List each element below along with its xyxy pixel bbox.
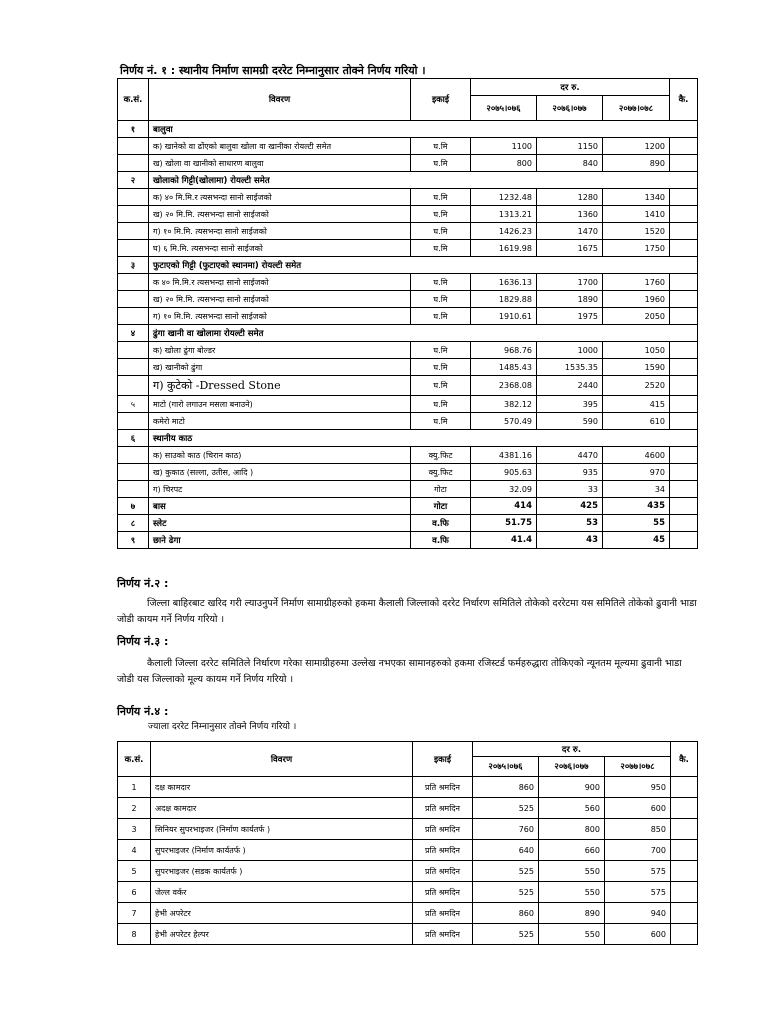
row-unit: घ.मि: [411, 359, 471, 376]
row-desc: सुपरभाइजर (निर्माण कार्यतर्फ ): [151, 840, 413, 861]
row-desc: दक्ष कामदार: [151, 777, 413, 798]
row-unit: प्रति श्रमदिन: [413, 882, 473, 903]
row-note: [670, 308, 698, 325]
row-desc: ख) कुकाठ (सल्ला, उतीस, आदि ): [149, 464, 411, 481]
header-year-3: २०७७।०७८: [605, 757, 671, 777]
row-unit: क्यु.फिट: [411, 464, 471, 481]
wage-rate-table: [117, 741, 698, 945]
row-unit: घ.मि: [411, 206, 471, 223]
row-value-3: 2050: [603, 308, 670, 325]
decision1-title: निर्णय नं. १ : स्थानीय निर्माण सामग्री दररेट निम्नानुसार तोक्ने निर्णय गरियो ।: [120, 64, 426, 77]
table-header-row: [118, 742, 698, 757]
row-value-2: 425: [537, 498, 603, 515]
row-value-1: 860: [473, 903, 539, 924]
section-title: ढुंगा खानी वा खोलामा रोयल्टी समेत: [149, 325, 698, 342]
table-row: [118, 498, 698, 515]
row-value-2: 935: [537, 464, 603, 481]
row-value-1: 1313.21: [471, 206, 537, 223]
row-value-1: 1829.88: [471, 291, 537, 308]
row-sn: [118, 359, 149, 376]
row-sn: [118, 223, 149, 240]
row-unit: प्रति श्रमदिन: [413, 861, 473, 882]
table-row: [118, 840, 698, 861]
header-year-1: २०७५।०७६: [471, 96, 537, 121]
row-desc: ख) खानीको ढुंगा: [149, 359, 411, 376]
row-sn: 4: [118, 840, 151, 861]
decision3-title: निर्णय नं.३ :: [117, 635, 169, 648]
row-value-2: 1360: [537, 206, 603, 223]
decision2-text: जिल्ला बाहिरबाट खरिद गरी ल्याउनुपर्ने निर्माण सामाग्रीहरुको हकमा कैलाली जिल्लाको दररेट निर्धारण समितिले तोकेको दररेटमा यस समितिले तोकेको ढुवानी भाडा जोडी कायम गर्ने निर्णय गरियो ।: [117, 598, 697, 625]
header-year-2: २०७६।०७७: [539, 757, 605, 777]
row-value-3: 34: [603, 481, 670, 498]
row-note: [670, 413, 698, 430]
table-row: [118, 819, 698, 840]
row-note: [671, 819, 698, 840]
row-sn: [118, 189, 149, 206]
decision3-text: कैलाली जिल्ला दररेट समितिले निर्धारण गरेका सामाग्रीहरुमा उल्लेख नभएका सामानहरुको हकमा रजिस्टर्ड फर्महरुद्धारा तोकिएको न्यूनतम मूल्यमा ढुवानी भाडा जोडी यस जिल्लाको मूल्य कायम गर्ने निर्णय गरियो ।: [117, 658, 682, 685]
row-value-3: 1590: [603, 359, 670, 376]
row-note: [671, 924, 698, 945]
row-note: [670, 223, 698, 240]
row-unit: घ.मि: [411, 413, 471, 430]
row-value-3: 575: [605, 861, 671, 882]
row-unit: घ.मि: [411, 240, 471, 257]
row-value-3: 55: [603, 515, 670, 532]
row-unit: घ.मि: [411, 223, 471, 240]
decision4-title: निर्णय नं.४ :: [117, 705, 169, 718]
row-value-2: 1150: [537, 138, 603, 155]
row-unit: घ.मि: [411, 376, 471, 396]
row-value-2: 800: [539, 819, 605, 840]
header-rate: दर रु.: [471, 79, 670, 96]
row-note: [670, 342, 698, 359]
row-note: [670, 481, 698, 498]
row-desc: क) ४० मि.मि.र त्यसभन्दा सानो साईजको: [149, 189, 411, 206]
section-title: फुटाएको गिट्टी (फुटाएको स्थानमा) रोयल्टी समेत: [149, 257, 698, 274]
table-row: [118, 532, 698, 549]
row-unit: घ.मि: [411, 274, 471, 291]
row-value-1: 32.09: [471, 481, 537, 498]
table-row: [118, 447, 698, 464]
row-sn: [118, 447, 149, 464]
row-value-1: 41.4: [471, 532, 537, 549]
table-row: [118, 240, 698, 257]
header-unit: इकाई: [413, 742, 473, 777]
row-value-1: 414: [471, 498, 537, 515]
row-unit: प्रति श्रमदिन: [413, 924, 473, 945]
row-sn: [118, 342, 149, 359]
row-sn: ९: [118, 532, 149, 549]
row-sn: 6: [118, 882, 151, 903]
row-desc: क ४० मि.मि.र त्यसभन्दा सानो साईजको: [149, 274, 411, 291]
decision2-title: निर्णय नं.२ :: [117, 577, 169, 590]
header-year-1: २०७५।०७६: [473, 757, 539, 777]
row-value-3: 890: [603, 155, 670, 172]
table-row: [118, 359, 698, 376]
row-unit: घ.मि: [411, 342, 471, 359]
row-value-2: 1700: [537, 274, 603, 291]
row-value-1: 1232.48: [471, 189, 537, 206]
header-desc: विवरण: [149, 79, 411, 121]
row-value-2: 43: [537, 532, 603, 549]
row-value-2: 890: [539, 903, 605, 924]
material-rate-table: [117, 78, 698, 549]
table-row: [118, 172, 698, 189]
row-sn: ६: [118, 430, 149, 447]
table-row: [118, 155, 698, 172]
row-note: [670, 291, 698, 308]
row-sn: 3: [118, 819, 151, 840]
table-row: [118, 342, 698, 359]
row-value-3: 700: [605, 840, 671, 861]
row-desc: घ) ६ मि.मि. त्यसभन्दा सानो साईजको: [149, 240, 411, 257]
row-value-1: 905.63: [471, 464, 537, 481]
row-unit: प्रति श्रमदिन: [413, 777, 473, 798]
row-note: [670, 376, 698, 396]
row-value-1: 525: [473, 798, 539, 819]
row-sn: [118, 274, 149, 291]
row-value-2: 560: [539, 798, 605, 819]
row-note: [670, 138, 698, 155]
row-value-3: 1410: [603, 206, 670, 223]
row-value-3: 1200: [603, 138, 670, 155]
row-value-1: 1426.23: [471, 223, 537, 240]
row-value-2: 840: [537, 155, 603, 172]
row-value-2: 1470: [537, 223, 603, 240]
row-desc: सिनियर सुपरभाइजर (निर्माण कार्यतर्फ ): [151, 819, 413, 840]
row-value-1: 860: [473, 777, 539, 798]
row-note: [670, 498, 698, 515]
row-sn: २: [118, 172, 149, 189]
row-desc: हेभी अपरेटर हेल्पर: [151, 924, 413, 945]
row-desc: बास: [149, 498, 411, 515]
row-value-3: 1340: [603, 189, 670, 206]
row-desc: क) खोला ढुंगा बोल्डर: [149, 342, 411, 359]
row-value-2: 550: [539, 882, 605, 903]
row-note: [670, 240, 698, 257]
row-value-3: 1050: [603, 342, 670, 359]
row-value-1: 800: [471, 155, 537, 172]
row-unit: व.फि: [411, 532, 471, 549]
row-value-2: 550: [539, 924, 605, 945]
row-value-3: 575: [605, 882, 671, 903]
row-unit: प्रति श्रमदिन: [413, 798, 473, 819]
row-value-1: 640: [473, 840, 539, 861]
row-value-2: 1675: [537, 240, 603, 257]
row-sn: ७: [118, 498, 149, 515]
row-unit: घ.मि: [411, 189, 471, 206]
table-header-row: [118, 79, 698, 96]
row-value-1: 2368.08: [471, 376, 537, 396]
row-value-1: 525: [473, 882, 539, 903]
row-value-2: 590: [537, 413, 603, 430]
row-desc: सुपरभाइजर (सडक कार्यतर्फ ): [151, 861, 413, 882]
row-value-2: 660: [539, 840, 605, 861]
table-row: [118, 206, 698, 223]
row-desc: ख) २० मि.मि. त्यसभन्दा सानो साईजको: [149, 291, 411, 308]
row-value-1: 1485.43: [471, 359, 537, 376]
row-value-3: 610: [603, 413, 670, 430]
row-value-2: 1975: [537, 308, 603, 325]
row-sn: [118, 464, 149, 481]
row-unit: घ.मि: [411, 291, 471, 308]
row-note: [670, 396, 698, 413]
row-note: [670, 189, 698, 206]
row-value-2: 2440: [537, 376, 603, 396]
table-row: [118, 274, 698, 291]
row-sn: ४: [118, 325, 149, 342]
row-value-1: 51.75: [471, 515, 537, 532]
row-desc: क) साउको काठ (चिरान काठ): [149, 447, 411, 464]
row-note: [671, 882, 698, 903]
row-value-1: 525: [473, 861, 539, 882]
row-desc: ग) चिरपट: [149, 481, 411, 498]
row-desc: माटो (गारो लगाउन मसला बनाउने): [149, 396, 411, 413]
row-note: [671, 840, 698, 861]
section-title: स्थानीय काठ: [149, 430, 698, 447]
row-unit: प्रति श्रमदिन: [413, 840, 473, 861]
row-value-1: 382.12: [471, 396, 537, 413]
row-sn: [118, 155, 149, 172]
row-desc: अदक्ष कामदार: [151, 798, 413, 819]
row-desc: हेभी अपरेटर: [151, 903, 413, 924]
header-sn: क.सं.: [118, 79, 149, 121]
row-desc: ख) २० मि.मि. त्यसभन्दा सानो साईजको: [149, 206, 411, 223]
table-row: [118, 481, 698, 498]
row-value-1: 760: [473, 819, 539, 840]
header-unit: इकाई: [411, 79, 471, 121]
row-note: [671, 798, 698, 819]
row-value-1: 570.49: [471, 413, 537, 430]
row-unit: प्रति श्रमदिन: [413, 903, 473, 924]
row-value-2: 53: [537, 515, 603, 532]
row-value-2: 1890: [537, 291, 603, 308]
row-sn: [118, 413, 149, 430]
row-value-2: 33: [537, 481, 603, 498]
row-value-3: 600: [605, 924, 671, 945]
row-unit: गोटा: [411, 481, 471, 498]
row-sn: [118, 481, 149, 498]
row-desc: ग) १० मि.मि. त्यसभन्दा सानो साईजको: [149, 308, 411, 325]
row-value-2: 900: [539, 777, 605, 798]
row-value-3: 850: [605, 819, 671, 840]
header-rate: दर रु.: [473, 742, 671, 757]
row-desc: कमेरो माटो: [149, 413, 411, 430]
row-value-3: 1960: [603, 291, 670, 308]
row-sn: 5: [118, 861, 151, 882]
table-row: [118, 189, 698, 206]
header-year-2: २०७६।०७७: [537, 96, 603, 121]
table-row: [118, 430, 698, 447]
table-row: [118, 291, 698, 308]
row-unit: घ.मि: [411, 138, 471, 155]
row-value-2: 1280: [537, 189, 603, 206]
row-desc: छाने ढेगा: [149, 532, 411, 549]
table-row: [118, 325, 698, 342]
table-row: [118, 308, 698, 325]
row-sn: 8: [118, 924, 151, 945]
row-desc: क) खानेको वा ढोंएको बालुवा खोला वा खानीका रोयल्टी समेत: [149, 138, 411, 155]
row-note: [670, 206, 698, 223]
row-unit: गोटा: [411, 498, 471, 515]
row-value-3: 45: [603, 532, 670, 549]
row-sn: [118, 138, 149, 155]
row-value-3: 4600: [603, 447, 670, 464]
row-note: [670, 515, 698, 532]
row-unit: घ.मि: [411, 396, 471, 413]
row-value-3: 1750: [603, 240, 670, 257]
row-sn: [118, 376, 149, 396]
row-value-3: 2520: [603, 376, 670, 396]
row-note: [670, 274, 698, 291]
table-row: [118, 413, 698, 430]
table-row: [118, 903, 698, 924]
row-value-3: 950: [605, 777, 671, 798]
row-value-2: 395: [537, 396, 603, 413]
row-sn: ८: [118, 515, 149, 532]
row-value-2: 1000: [537, 342, 603, 359]
row-sn: [118, 206, 149, 223]
table-row: [118, 924, 698, 945]
row-value-1: 1100: [471, 138, 537, 155]
row-note: [671, 861, 698, 882]
table-row: [118, 257, 698, 274]
row-sn: [118, 308, 149, 325]
row-value-1: 4381.16: [471, 447, 537, 464]
row-unit: क्यु.फिट: [411, 447, 471, 464]
row-value-2: 1535.35: [537, 359, 603, 376]
row-sn: ३: [118, 257, 149, 274]
row-value-3: 600: [605, 798, 671, 819]
row-desc: ख) खोला वा खानीको साधारण बालुवा: [149, 155, 411, 172]
row-note: [670, 155, 698, 172]
row-value-2: 4470: [537, 447, 603, 464]
header-note: कै.: [670, 79, 698, 121]
row-note: [670, 359, 698, 376]
row-unit: व.फि: [411, 515, 471, 532]
row-value-3: 940: [605, 903, 671, 924]
table-row: [118, 396, 698, 413]
row-value-3: 1520: [603, 223, 670, 240]
table-row: [118, 798, 698, 819]
row-value-1: 525: [473, 924, 539, 945]
header-year-3: २०७७।०७८: [603, 96, 670, 121]
row-note: [671, 903, 698, 924]
row-value-3: 1760: [603, 274, 670, 291]
row-note: [670, 447, 698, 464]
section-title: बालुवा: [149, 121, 698, 138]
row-sn: 2: [118, 798, 151, 819]
row-unit: घ.मि: [411, 155, 471, 172]
table-row: [118, 464, 698, 481]
row-note: [670, 532, 698, 549]
row-value-3: 415: [603, 396, 670, 413]
row-value-1: 968.76: [471, 342, 537, 359]
row-sn: 7: [118, 903, 151, 924]
table-row: [118, 121, 698, 138]
header-note: कै.: [671, 742, 698, 777]
row-desc: स्लेट: [149, 515, 411, 532]
row-sn: 1: [118, 777, 151, 798]
header-desc: विवरण: [151, 742, 413, 777]
table-row: [118, 777, 698, 798]
row-value-3: 970: [603, 464, 670, 481]
table-row: [118, 861, 698, 882]
row-sn: [118, 291, 149, 308]
table-row: [118, 515, 698, 532]
section-title: खोलाको गिट्टी(खोलामा) रोयल्टी समेत: [149, 172, 698, 189]
row-sn: [118, 240, 149, 257]
row-note: [671, 777, 698, 798]
row-value-1: 1910.61: [471, 308, 537, 325]
table-row: [118, 223, 698, 240]
row-desc: ग) १० मि.मि. त्यसभन्दा सानो साईजको: [149, 223, 411, 240]
row-value-3: 435: [603, 498, 670, 515]
row-desc: जेल्ल वर्कर: [151, 882, 413, 903]
table-row: [118, 138, 698, 155]
header-sn: क.सं.: [118, 742, 151, 777]
row-value-1: 1619.98: [471, 240, 537, 257]
row-desc: ग) कुटेको -Dressed Stone: [149, 376, 411, 396]
row-value-2: 550: [539, 861, 605, 882]
decision4-subtitle: ज्याला दररेट निम्नानुसार तोक्ने निर्णय गरियो ।: [148, 722, 297, 732]
table-row: [118, 882, 698, 903]
table-row: [118, 376, 698, 396]
row-value-1: 1636.13: [471, 274, 537, 291]
row-note: [670, 464, 698, 481]
row-sn: १: [118, 121, 149, 138]
row-unit: प्रति श्रमदिन: [413, 819, 473, 840]
row-sn: ५: [118, 396, 149, 413]
row-unit: घ.मि: [411, 308, 471, 325]
